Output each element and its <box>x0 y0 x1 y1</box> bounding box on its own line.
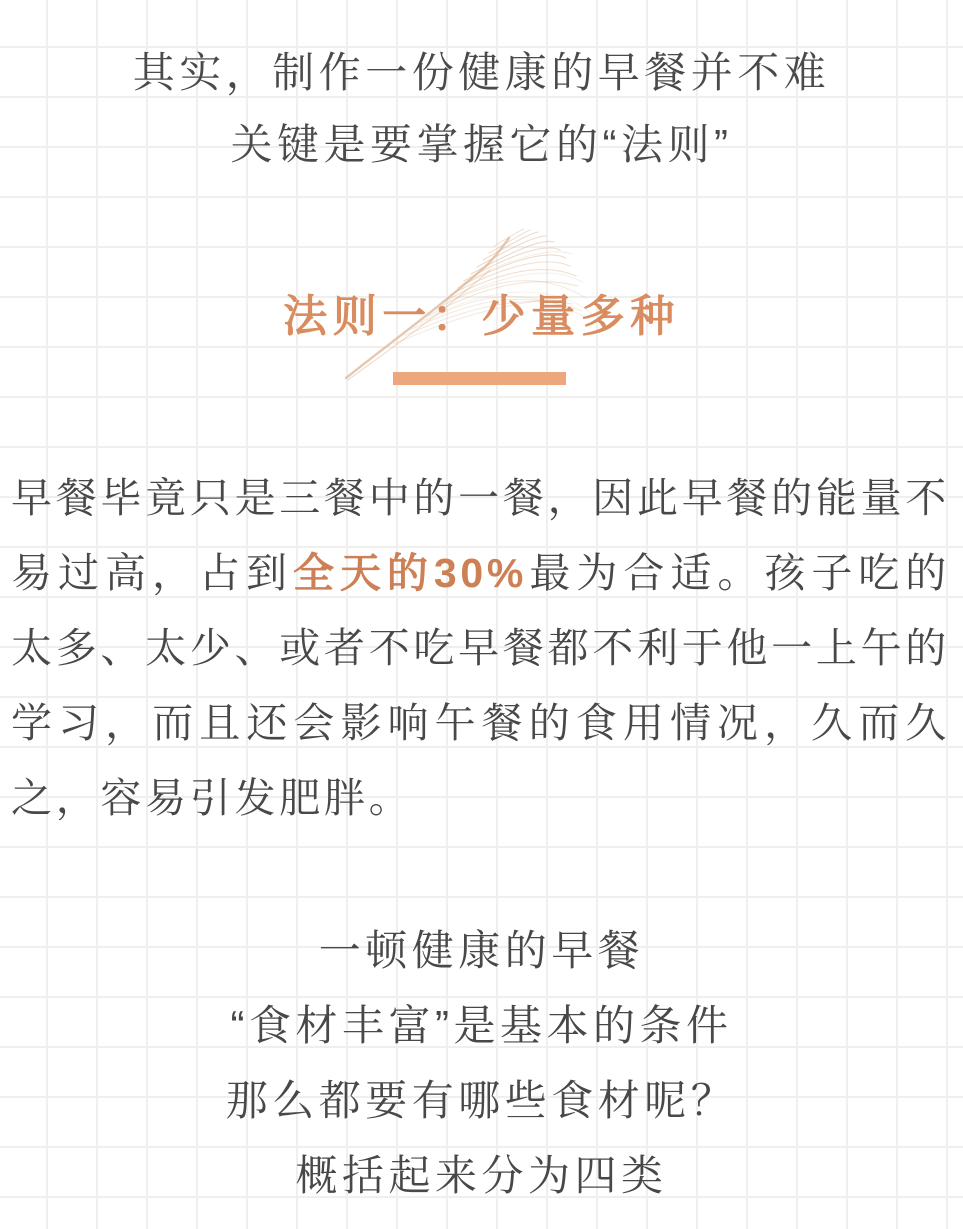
outro-line-1: 一顿健康的早餐 <box>318 927 645 974</box>
outro-line-4: 概括起来分为四类 <box>295 1152 668 1199</box>
paragraph-text-after: 最为合适。孩子吃的太多、太少、或者不吃早餐都不利于他一上午的学习，而且还会影响午餐的食用情况，久而久之，容易引发肥胖。 <box>11 550 951 821</box>
intro-text <box>0 37 963 181</box>
body-paragraph <box>11 461 950 836</box>
heading-underline-bar <box>393 372 566 385</box>
outro-line-3: 那么都要有哪些食材呢？ <box>225 1077 738 1124</box>
intro-line-1: 其实，制作一份健康的早餐并不难 <box>132 49 831 96</box>
outro-text <box>0 913 963 1213</box>
intro-line-2: 关键是要掌握它的“法则” <box>230 121 733 168</box>
paragraph-text-before: 早餐毕竟只是三餐中的一餐，因此早餐的能量不易过高，占到 <box>11 475 950 596</box>
section-heading: 法则一：少量多种 <box>283 292 680 341</box>
outro-line-2: “食材丰富”是基本的条件 <box>230 1002 733 1049</box>
paragraph-highlight: 全天的30% <box>292 550 528 596</box>
